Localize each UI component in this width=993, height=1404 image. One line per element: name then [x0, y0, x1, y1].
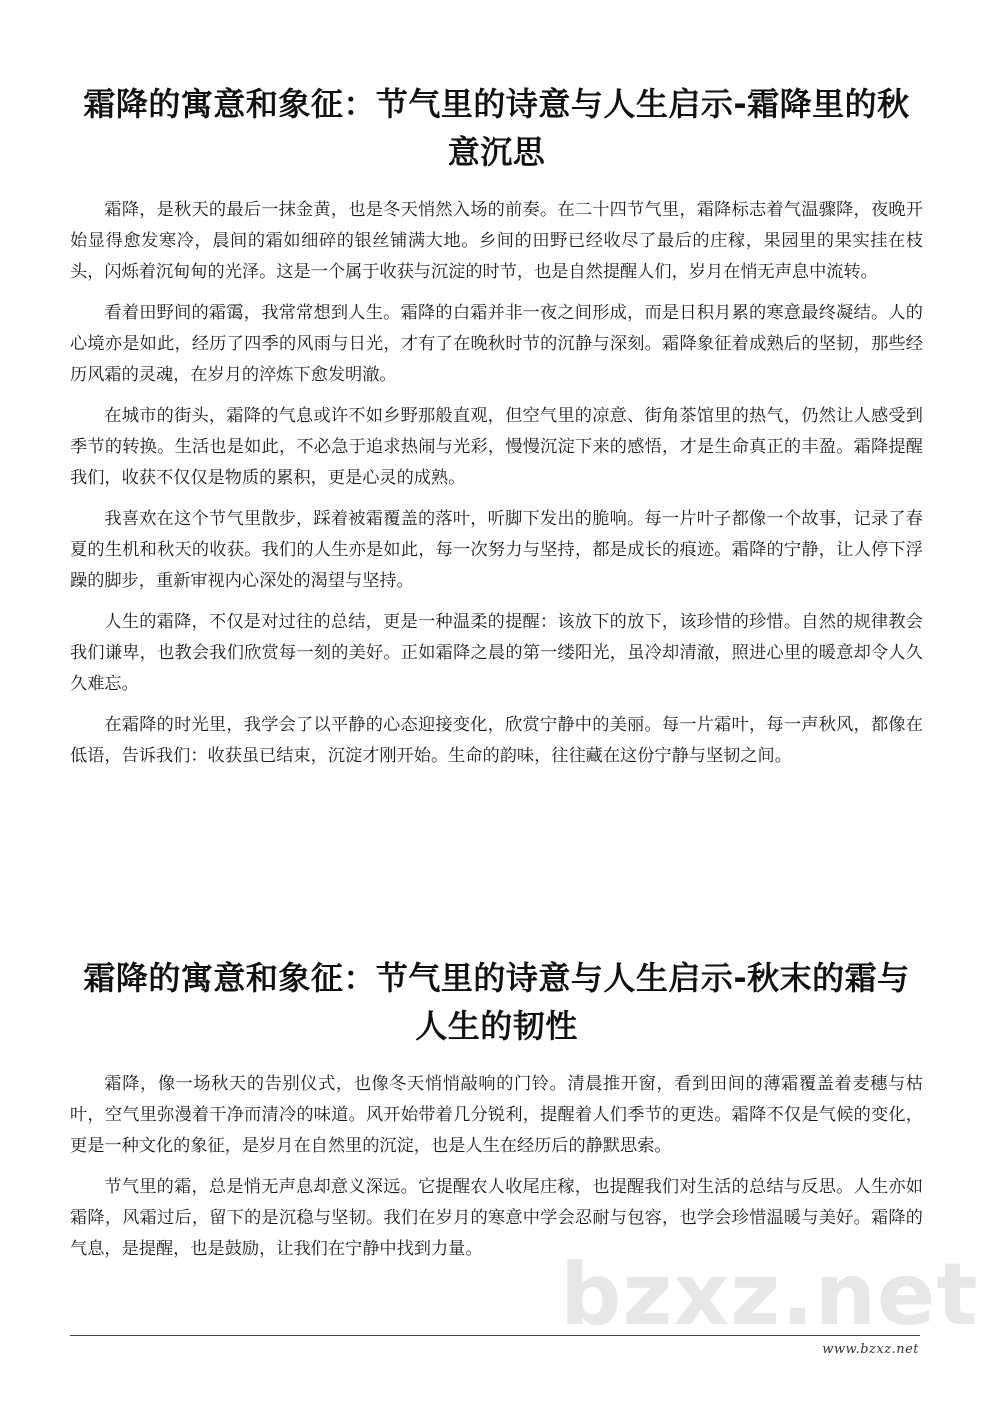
paragraph: 霜降，是秋天的最后一抹金黄，也是冬天悄然入场的前奏。在二十四节气里，霜降标志着气温骤降，夜晚开始显得愈发寒冷，晨间的霜如细碎的银丝铺满大地。乡间的田野已经收尽了最后的庄稼，果园里的果实挂在枝头，闪烁着沉甸甸的光泽。这是一个属于收获与沉淀的时节，也是自然提醒人们，岁月在悄无声息中流转。 — [70, 200, 923, 282]
paragraph: 人生的霜降，不仅是对过往的总结，更是一种温柔的提醒：该放下的放下，该珍惜的珍惜。自然的规律教会我们谦卑，也教会我们欣赏每一刻的美好。正如霜降之晨的第一缕阳光，虽冷却清澈，照进心里的暖意却令人久久难忘。 — [70, 612, 923, 694]
footer-url: www.bzxz.net — [822, 1342, 919, 1357]
paragraph: 霜降，像一场秋天的告别仪式，也像冬天悄悄敲响的门铃。清晨推开窗，看到田间的薄霜覆盖着麦穗与枯叶，空气里弥漫着干净而清冷的味道。风开始带着几分锐利，提醒着人们季节的更迭。霜降不仅是气候的变化，更是一种文化的象征，是岁月在自然里的沉淀，也是人生在经历后的静默思索。 — [70, 1074, 923, 1156]
watermark: bzxz.net — [560, 1245, 979, 1345]
paragraph: 我喜欢在这个节气里散步，踩着被霜覆盖的落叶，听脚下发出的脆响。每一片叶子都像一个故事，记录了春夏的生机和秋天的收获。我们的人生亦是如此，每一次努力与坚持，都是成长的痕迹。霜降的宁静，让人停下浮躁的脚步，重新审视内心深处的渴望与坚持。 — [70, 509, 923, 591]
article-body — [70, 195, 923, 772]
footer-divider — [70, 1335, 920, 1336]
paragraph: 节气里的霜，总是悄无声息却意义深远。它提醒农人收尾庄稼，也提醒我们对生活的总结与反思。人生亦如霜降，风霜过后，留下的是沉稳与坚韧。我们在岁月的寒意中学会忍耐与包容，也学会珍惜温暖与美好。霜降的气息，是提醒，也是鼓励，让我们在宁静中找到力量。 — [70, 1177, 923, 1259]
article-title: 霜降的寓意和象征：节气里的诗意与人生启示-霜降里的秋意沉思 — [83, 85, 910, 171]
article-2 — [70, 954, 923, 1275]
article-1 — [70, 80, 923, 782]
paragraph: 看着田野间的霜霭，我常常想到人生。霜降的白霜并非一夜之间形成，而是日积月累的寒意最终凝结。人的心境亦是如此，经历了四季的风雨与日光，才有了在晚秋时节的沉静与深刻。霜降象征着成熟后的坚韧，那些经历风霜的灵魂，在岁月的淬炼下愈发明澈。 — [70, 303, 923, 385]
paragraph: 在霜降的时光里，我学会了以平静的心态迎接变化，欣赏宁静中的美丽。每一片霜叶，每一声秋风，都像在低语，告诉我们：收获虽已结束，沉淀才刚开始。生命的韵味，往往藏在这份宁静与坚韧之间。 — [70, 715, 923, 766]
paragraph: 在城市的街头，霜降的气息或许不如乡野那般直观，但空气里的凉意、街角茶馆里的热气，仍然让人感受到季节的转换。生活也是如此，不必急于追求热闹与光彩，慢慢沉淀下来的感悟，才是生命真正的丰盈。霜降提醒我们，收获不仅仅是物质的累积，更是心灵的成熟。 — [70, 406, 923, 488]
article-title: 霜降的寓意和象征：节气里的诗意与人生启示-秋末的霜与人生的韧性 — [83, 959, 910, 1045]
article-body — [70, 1069, 923, 1265]
